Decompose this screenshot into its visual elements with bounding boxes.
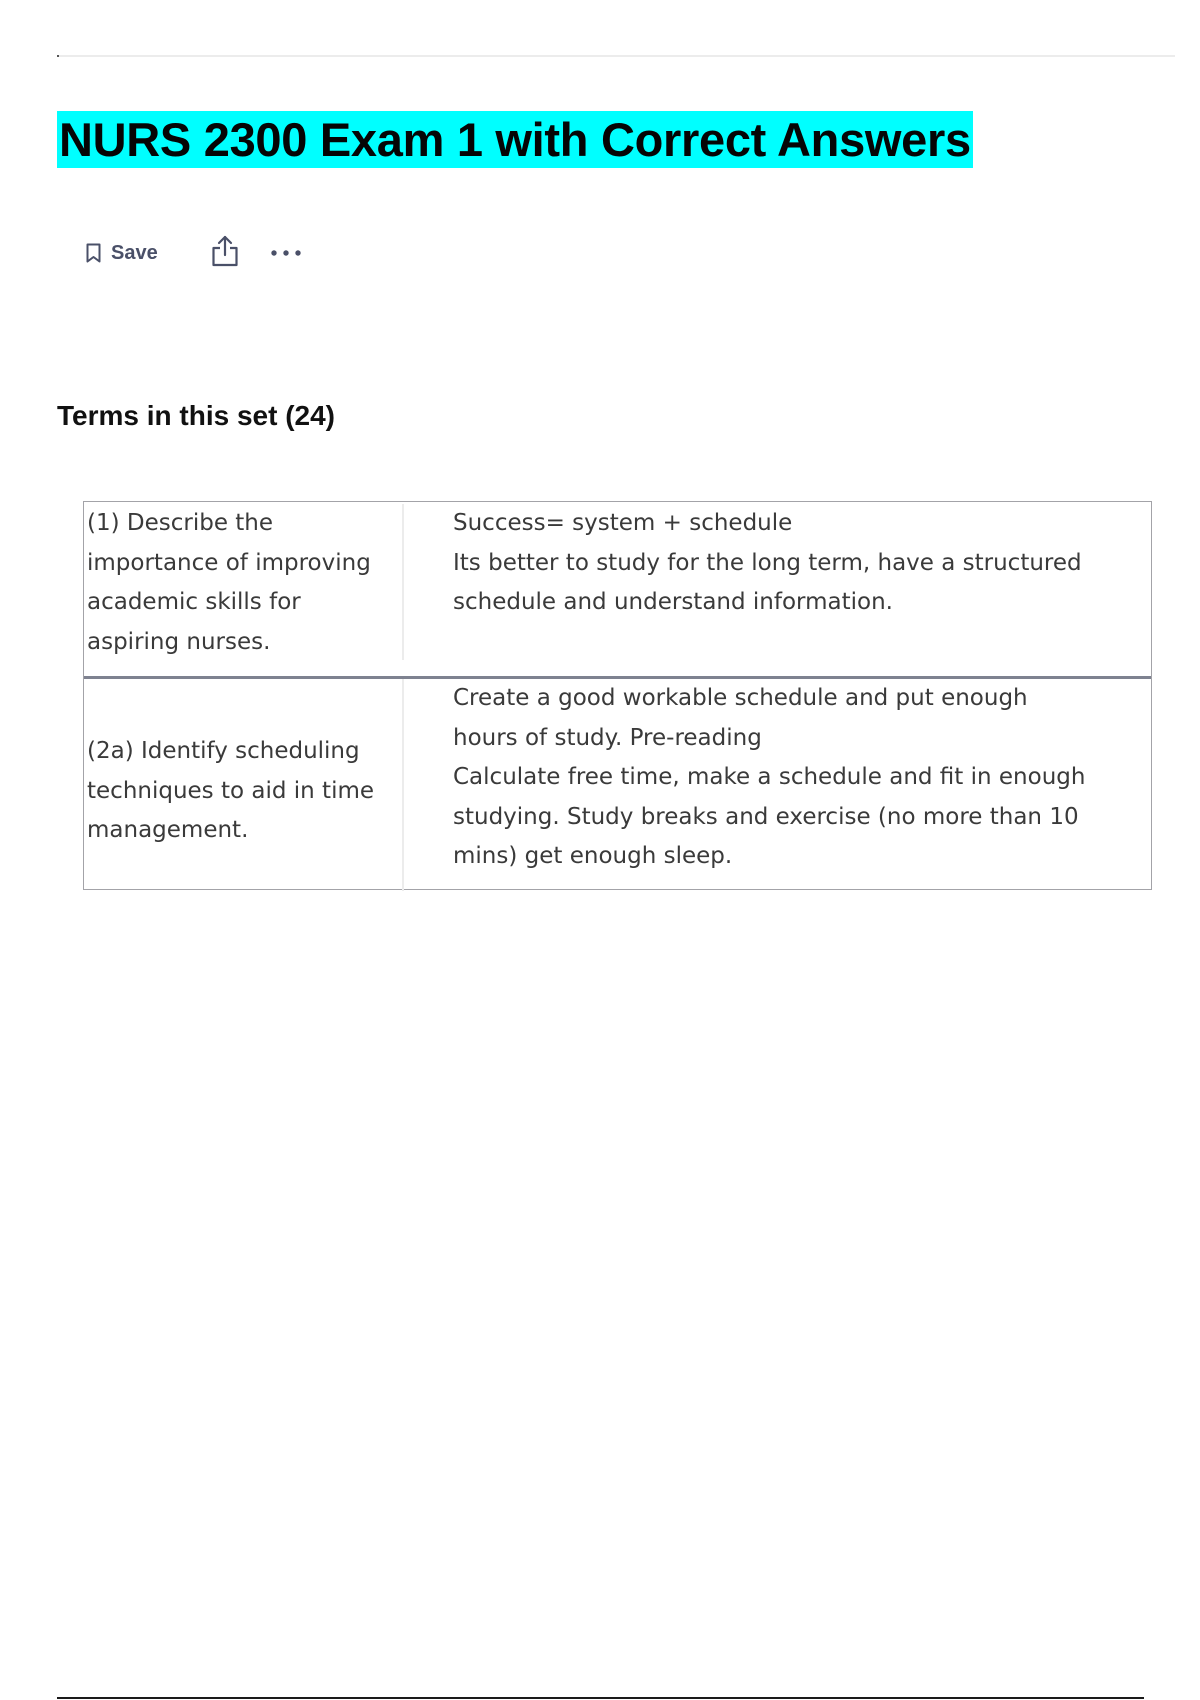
save-label: Save: [111, 241, 158, 264]
definition-text: [453, 504, 1093, 623]
term-card: [84, 502, 1151, 676]
bookmark-icon: [86, 243, 101, 263]
top-dot: [57, 55, 59, 57]
column-divider: [402, 679, 404, 891]
term-text: (1) Describe the importance of improving academic skills for aspiring nurses.: [87, 510, 371, 655]
definition-text: [453, 679, 1093, 877]
definition-line: Calculate free time, make a schedule and fit in enough studying. Study breaks and exercise (no more than 10 mins) get enough sleep.: [453, 764, 1086, 869]
more-options-button[interactable]: [270, 244, 302, 262]
top-rule: [57, 55, 1175, 57]
action-toolbar: [86, 234, 302, 272]
definition-line: Its better to study for the long term, have a structured schedule and understand information.: [453, 549, 1082, 615]
definition-line: Create a good workable schedule and put enough hours of study. Pre-reading: [453, 685, 1028, 751]
save-button[interactable]: [86, 242, 158, 265]
column-divider: [402, 504, 404, 660]
terms-table: [83, 501, 1152, 890]
page-title: NURS 2300 Exam 1 with Correct Answers: [59, 113, 971, 166]
terms-heading: Terms in this set (24): [57, 400, 336, 431]
definition-line: Success= system + schedule: [453, 510, 793, 536]
more-options-icon: [270, 244, 302, 262]
bottom-rule: [57, 1697, 1144, 1699]
term-text: (2a) Identify scheduling techniques to aid in time management.: [87, 738, 375, 843]
term-card: [84, 676, 1151, 891]
share-button[interactable]: [210, 234, 240, 273]
share-icon: [210, 234, 240, 273]
